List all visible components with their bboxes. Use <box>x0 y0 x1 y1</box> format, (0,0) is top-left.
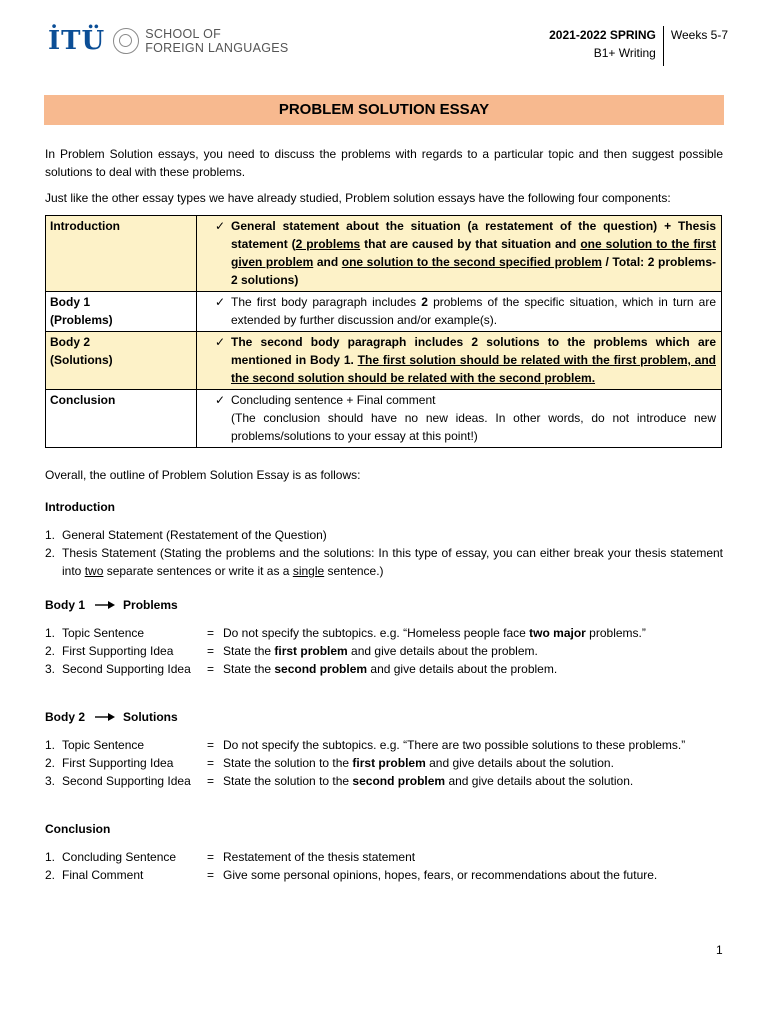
list-text: General Statement (Restatement of the Question) <box>62 528 327 542</box>
text-span: problems.” <box>585 626 646 640</box>
text-span: second problem <box>352 774 446 788</box>
term: 2021-2022 SPRING <box>549 28 656 42</box>
weeks: Weeks 5-7 <box>670 28 728 42</box>
list-item <box>45 660 723 678</box>
row-content <box>197 390 722 448</box>
check-icon: ✓ <box>215 393 226 407</box>
components-table <box>45 215 722 448</box>
item-value <box>223 772 723 790</box>
item-value <box>223 660 723 678</box>
body2-list <box>45 736 723 790</box>
text-span: problems of the specific situation, which in turn are extended by further discussion and/or example(s). <box>231 295 717 327</box>
itu-logo-text: İTÜ <box>48 26 106 56</box>
list-number: 1. <box>45 626 56 640</box>
text-span: first problem <box>274 644 348 658</box>
conclusion-list <box>45 848 723 884</box>
text-span: State the <box>223 662 275 676</box>
text-span: sentence.) <box>324 564 384 578</box>
school-line-1: SCHOOL OF <box>145 27 222 41</box>
row-label: Introduction <box>46 216 197 292</box>
text-span: / Total: 2 problems-2 solutions) <box>231 255 717 287</box>
checklist-item <box>201 293 716 329</box>
school-line-2: FOREIGN LANGUAGES <box>145 41 289 55</box>
text-span: Concluding sentence + Final comment <box>231 393 436 407</box>
list-item <box>45 642 723 660</box>
list-number: 2. <box>45 868 56 882</box>
item-value <box>223 642 723 660</box>
item-value <box>223 624 723 642</box>
page-header <box>0 20 768 70</box>
item-key: Topic Sentence <box>62 738 145 752</box>
heading-text: Body 2 <box>45 710 86 724</box>
item-key: Final Comment <box>62 868 144 882</box>
document-body <box>45 145 723 884</box>
body1-description <box>231 293 716 329</box>
equals-sign: = <box>207 644 215 658</box>
list-item <box>45 866 723 884</box>
intro-paragraph-1: In Problem Solution essays, you need to discuss the problems with regards to a particular topic and then suggest possible solutions to deal with these problems. <box>45 147 723 179</box>
text-span: two major <box>529 626 586 640</box>
text-span: The first body paragraph includes <box>231 295 422 309</box>
intro-description <box>231 217 716 289</box>
intro-paragraph-2: Just like the other essay types we have already studied, Problem solution essays have the following four components: <box>45 191 671 205</box>
body1-list <box>45 624 723 678</box>
list-item <box>45 848 723 866</box>
list-item <box>45 772 723 790</box>
text-span: (The conclusion should have no new ideas. In other words, do not introduce new problems/solutions to your essay at this point!) <box>231 411 716 443</box>
label-line: Body 1 <box>50 295 91 309</box>
checklist-item <box>201 217 716 289</box>
list-item <box>45 624 723 642</box>
list-item <box>45 754 723 772</box>
text-span: and give details about the problem. <box>367 662 558 676</box>
heading-text: Body 1 <box>45 598 86 612</box>
term-block <box>549 26 664 66</box>
row-content <box>197 216 722 292</box>
list-item <box>45 736 723 754</box>
text-span: Do not specify the subtopics. e.g. “Homeless people face <box>223 626 530 640</box>
body2-description <box>231 333 716 387</box>
table-row-body2 <box>46 332 722 390</box>
text-span: and give details about the solution. <box>425 756 614 770</box>
text-span: General statement about the situation (a restatement of the question) + Thesis statement ( <box>231 219 716 251</box>
text-span: single <box>292 564 325 578</box>
equals-sign: = <box>207 850 215 864</box>
itu-logo <box>48 26 289 56</box>
equals-sign: = <box>207 738 215 752</box>
list-number: 2. <box>45 756 56 770</box>
text-span: State the solution to the <box>223 774 353 788</box>
item-value: Do not specify the subtopics. e.g. “There are two possible solutions to these problems.” <box>223 738 686 752</box>
heading-text: Solutions <box>123 710 178 724</box>
seal-icon <box>113 28 139 54</box>
check-icon: ✓ <box>215 295 226 309</box>
list-item <box>45 544 723 580</box>
page-title: PROBLEM SOLUTION ESSAY <box>44 95 724 125</box>
text-span: first problem <box>352 756 426 770</box>
arrow-right-icon <box>95 712 115 722</box>
table-row-body1 <box>46 292 722 332</box>
row-content <box>197 332 722 390</box>
equals-sign: = <box>207 626 215 640</box>
equals-sign: = <box>207 756 215 770</box>
checklist-item <box>201 391 716 445</box>
check-icon: ✓ <box>215 219 226 233</box>
item-value: Give some personal opinions, hopes, fears, or recommendations about the future. <box>223 868 658 882</box>
text-span: separate sentences or write it as a <box>103 564 293 578</box>
header-meta <box>549 26 728 66</box>
text-span: Thesis Statement (Stating the problems and the solutions: In this type of essay, you can either break your thesis statement into <box>62 546 723 578</box>
course: B1+ Writing <box>593 46 656 60</box>
text-span: and give details about the problem. <box>347 644 538 658</box>
item-key: First Supporting Idea <box>62 644 174 658</box>
conclusion-description <box>231 391 716 445</box>
text-span: The first solution should be related with the first problem, and the second solution should be related with the second problem. <box>231 353 716 385</box>
list-number: 3. <box>45 774 56 788</box>
equals-sign: = <box>207 868 215 882</box>
list-number: 1. <box>45 738 56 752</box>
body2-heading <box>45 708 723 726</box>
equals-sign: = <box>207 774 215 788</box>
row-content <box>197 292 722 332</box>
arrow-right-icon <box>95 600 115 610</box>
row-label <box>46 332 197 390</box>
row-label <box>46 292 197 332</box>
list-number: 3. <box>45 662 56 676</box>
text-span: that are caused by that situation and <box>360 237 581 251</box>
list-number: 1. <box>45 528 56 542</box>
list-number: 2. <box>45 644 56 658</box>
item-key: Second Supporting Idea <box>62 662 191 676</box>
label-line: (Problems) <box>50 313 113 327</box>
equals-sign: = <box>207 662 215 676</box>
text-span: 2 <box>421 295 428 309</box>
text-span: two <box>84 564 104 578</box>
conclusion-heading: Conclusion <box>45 822 111 836</box>
check-icon: ✓ <box>215 335 226 349</box>
introduction-list <box>45 526 723 580</box>
heading-text: Problems <box>123 598 178 612</box>
item-value <box>223 754 723 772</box>
text-span: State the <box>223 644 275 658</box>
table-row-introduction <box>46 216 722 292</box>
item-key: Second Supporting Idea <box>62 774 191 788</box>
list-number: 2. <box>45 546 56 560</box>
item-key: Topic Sentence <box>62 626 145 640</box>
table-row-conclusion <box>46 390 722 448</box>
list-item <box>45 526 723 544</box>
item-key: Concluding Sentence <box>62 850 177 864</box>
text-span: State the solution to the <box>223 756 353 770</box>
checklist-item <box>201 333 716 387</box>
body1-heading <box>45 596 723 614</box>
text-span: and give details about the solution. <box>445 774 634 788</box>
text-span: second problem <box>274 662 368 676</box>
item-key: First Supporting Idea <box>62 756 174 770</box>
introduction-heading: Introduction <box>45 500 115 514</box>
school-name <box>145 27 288 55</box>
outline-intro: Overall, the outline of Problem Solution Essay is as follows: <box>45 468 361 482</box>
label-line: Body 2 <box>50 335 91 349</box>
text-span: The second body paragraph includes 2 solutions to the problems which are mentioned in Body 1. <box>231 335 716 367</box>
row-label: Conclusion <box>46 390 197 448</box>
text-span: one solution to the first given problem <box>231 237 716 269</box>
text-span: and <box>313 255 342 269</box>
text-span: one solution to the second specified problem <box>341 255 602 269</box>
item-value: Restatement of the thesis statement <box>223 850 416 864</box>
list-number: 1. <box>45 850 56 864</box>
list-text <box>62 544 723 580</box>
label-line: (Solutions) <box>50 353 113 367</box>
page-number: 1 <box>716 943 723 957</box>
text-span: 2 problems <box>295 237 361 251</box>
